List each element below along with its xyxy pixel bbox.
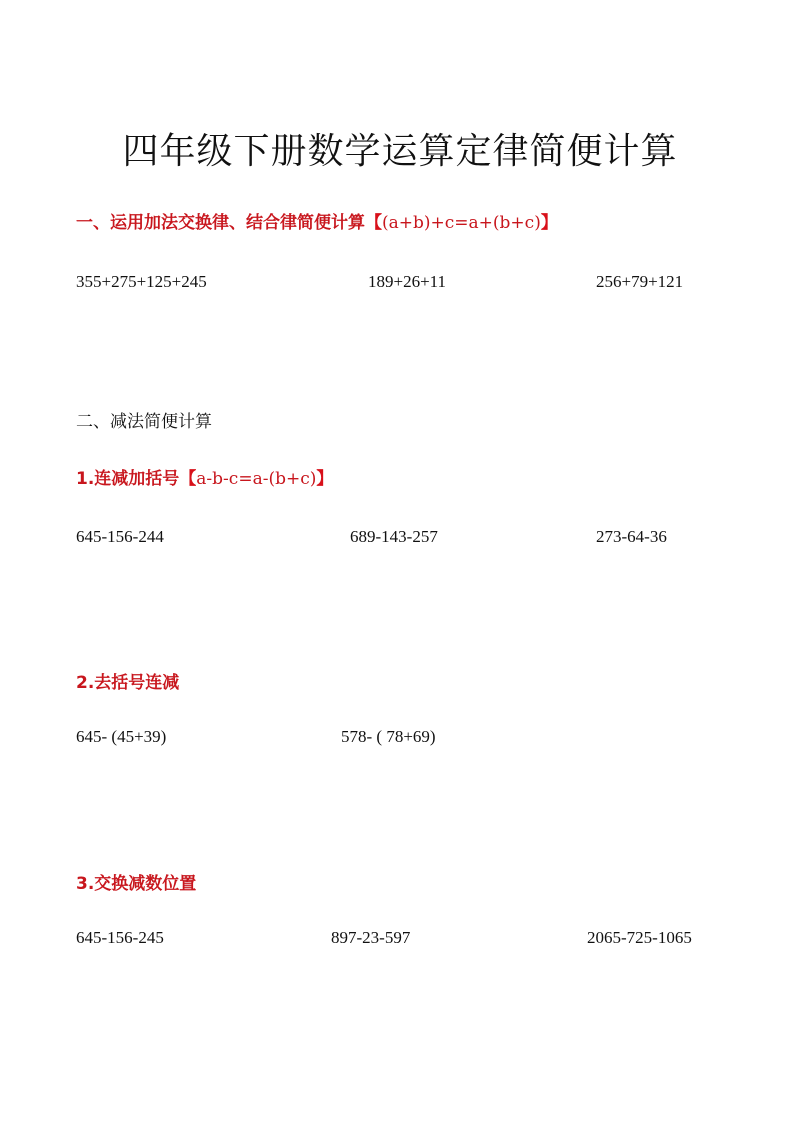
subsection-2-1-formula: a-b-c=a-(b+c) <box>196 469 317 489</box>
section-1-formula: (a+b)+c=a+(b+c) <box>382 213 541 233</box>
section-2-heading: 二、减法简便计算 <box>76 412 212 432</box>
problem-2-1-2: 689-143-257 <box>350 527 438 546</box>
subsection-2-3-problems <box>0 926 800 950</box>
problem-1-3: 256+79+121 <box>596 272 684 291</box>
section-1-heading <box>76 211 558 235</box>
subsection-2-2-heading: 2.去括号连减 <box>76 673 180 693</box>
page-title: 四年级下册数学运算定律简便计算 <box>122 131 678 172</box>
problem-2-3-3: 2065-725-1065 <box>587 928 692 947</box>
problem-2-1-1: 645-156-244 <box>76 527 164 546</box>
subsection-2-1-heading-text: 1.连减加括号 <box>76 469 180 489</box>
bracket-close: 】 <box>540 213 558 233</box>
problem-2-3-1: 645-156-245 <box>76 928 164 947</box>
problem-2-2-1: 645- (45+39) <box>76 727 167 746</box>
problem-2-3-2: 897-23-597 <box>331 928 411 947</box>
subsection-2-1-heading <box>76 467 333 491</box>
subsection-2-1-problems <box>0 525 800 549</box>
problem-1-2: 189+26+11 <box>368 272 447 291</box>
subsection-2-3-heading: 3.交换减数位置 <box>76 874 197 894</box>
bracket-open: 【 <box>365 213 382 233</box>
bracket-open: 【 <box>179 469 197 489</box>
subsection-2-2-problems <box>0 725 800 749</box>
problem-2-2-2: 578- ( 78+69) <box>341 727 436 746</box>
section-1-heading-text: 一、运用加法交换律、结合律简便计算 <box>76 213 365 233</box>
problem-2-1-3: 273-64-36 <box>596 527 667 546</box>
bracket-close: 】 <box>316 469 334 489</box>
section-1-problems <box>0 270 800 294</box>
problem-1-1: 355+275+125+245 <box>76 272 207 291</box>
